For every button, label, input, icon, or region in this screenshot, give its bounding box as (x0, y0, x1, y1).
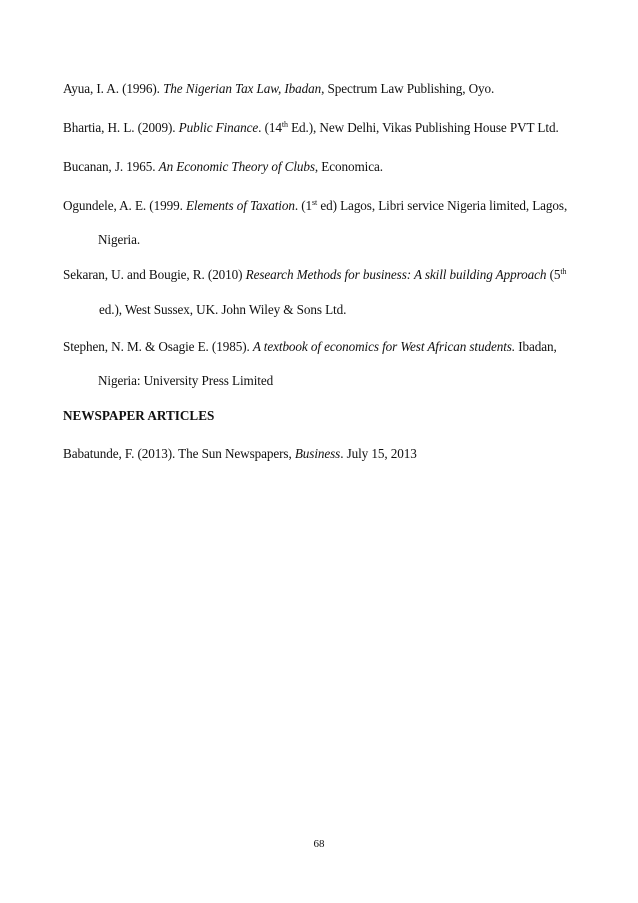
reference-title: Elements of Taxation (185, 198, 295, 213)
reference-ogundele-continuation: Nigeria. (98, 232, 141, 247)
reference-stephen-continuation: Nigeria: University Press Limited (98, 373, 274, 388)
reference-edition: (5 (546, 267, 561, 282)
reference-details: , Spectrum Law Publishing, Oyo. (321, 81, 495, 96)
reference-sekaran-continuation: ed.), West Sussex, UK. John Wiley & Sons Ltd. (99, 302, 347, 317)
reference-ayua (63, 81, 494, 97)
reference-author: Babatunde, F. (2013). The Sun Newspapers, (63, 446, 295, 461)
reference-edition-sup: st (312, 198, 318, 207)
reference-details: . July 15, 2013 (340, 446, 417, 461)
reference-edition: . (14 (258, 120, 282, 135)
reference-details: ed) Lagos, Libri service Nigeria limited, Lagos, (317, 198, 568, 213)
reference-title: Research Methods for business: A skill building Approach (245, 267, 547, 282)
reference-title: An Economic Theory of Clubs (158, 159, 315, 174)
reference-author: Bucanan, J. 1965. (63, 159, 159, 174)
reference-author: Stephen, N. M. & Osagie E. (1985). (63, 339, 253, 354)
reference-bhartia (63, 120, 559, 136)
reference-details: Ed.), New Delhi, Vikas Publishing House PVT Ltd. (287, 120, 559, 135)
section-heading-newspaper-articles: NEWSPAPER ARTICLES (63, 408, 215, 423)
reference-details: , Economica. (314, 159, 383, 174)
reference-ogundele (63, 198, 567, 214)
reference-title: The Nigerian Tax Law, Ibadan (163, 81, 322, 96)
reference-title: Public Finance (178, 120, 259, 135)
reference-babatunde (63, 446, 417, 462)
reference-edition: . (1 (294, 198, 313, 213)
reference-title: A textbook of economics for West African students. (252, 339, 516, 354)
reference-details: Ibadan, (515, 339, 557, 354)
page-number: 68 (313, 838, 325, 850)
reference-edition-sup: th (281, 120, 288, 129)
reference-sekaran (63, 267, 566, 283)
reference-author: Bhartia, H. L. (2009). (63, 120, 179, 135)
reference-author: Ayua, I. A. (1996). (63, 81, 164, 96)
reference-author: Ogundele, A. E. (1999. (63, 198, 186, 213)
reference-bucanan (63, 159, 383, 175)
reference-title: Business (294, 446, 341, 461)
reference-edition-sup: th (560, 267, 567, 276)
reference-stephen (63, 339, 557, 355)
reference-author: Sekaran, U. and Bougie, R. (2010) (63, 267, 246, 282)
